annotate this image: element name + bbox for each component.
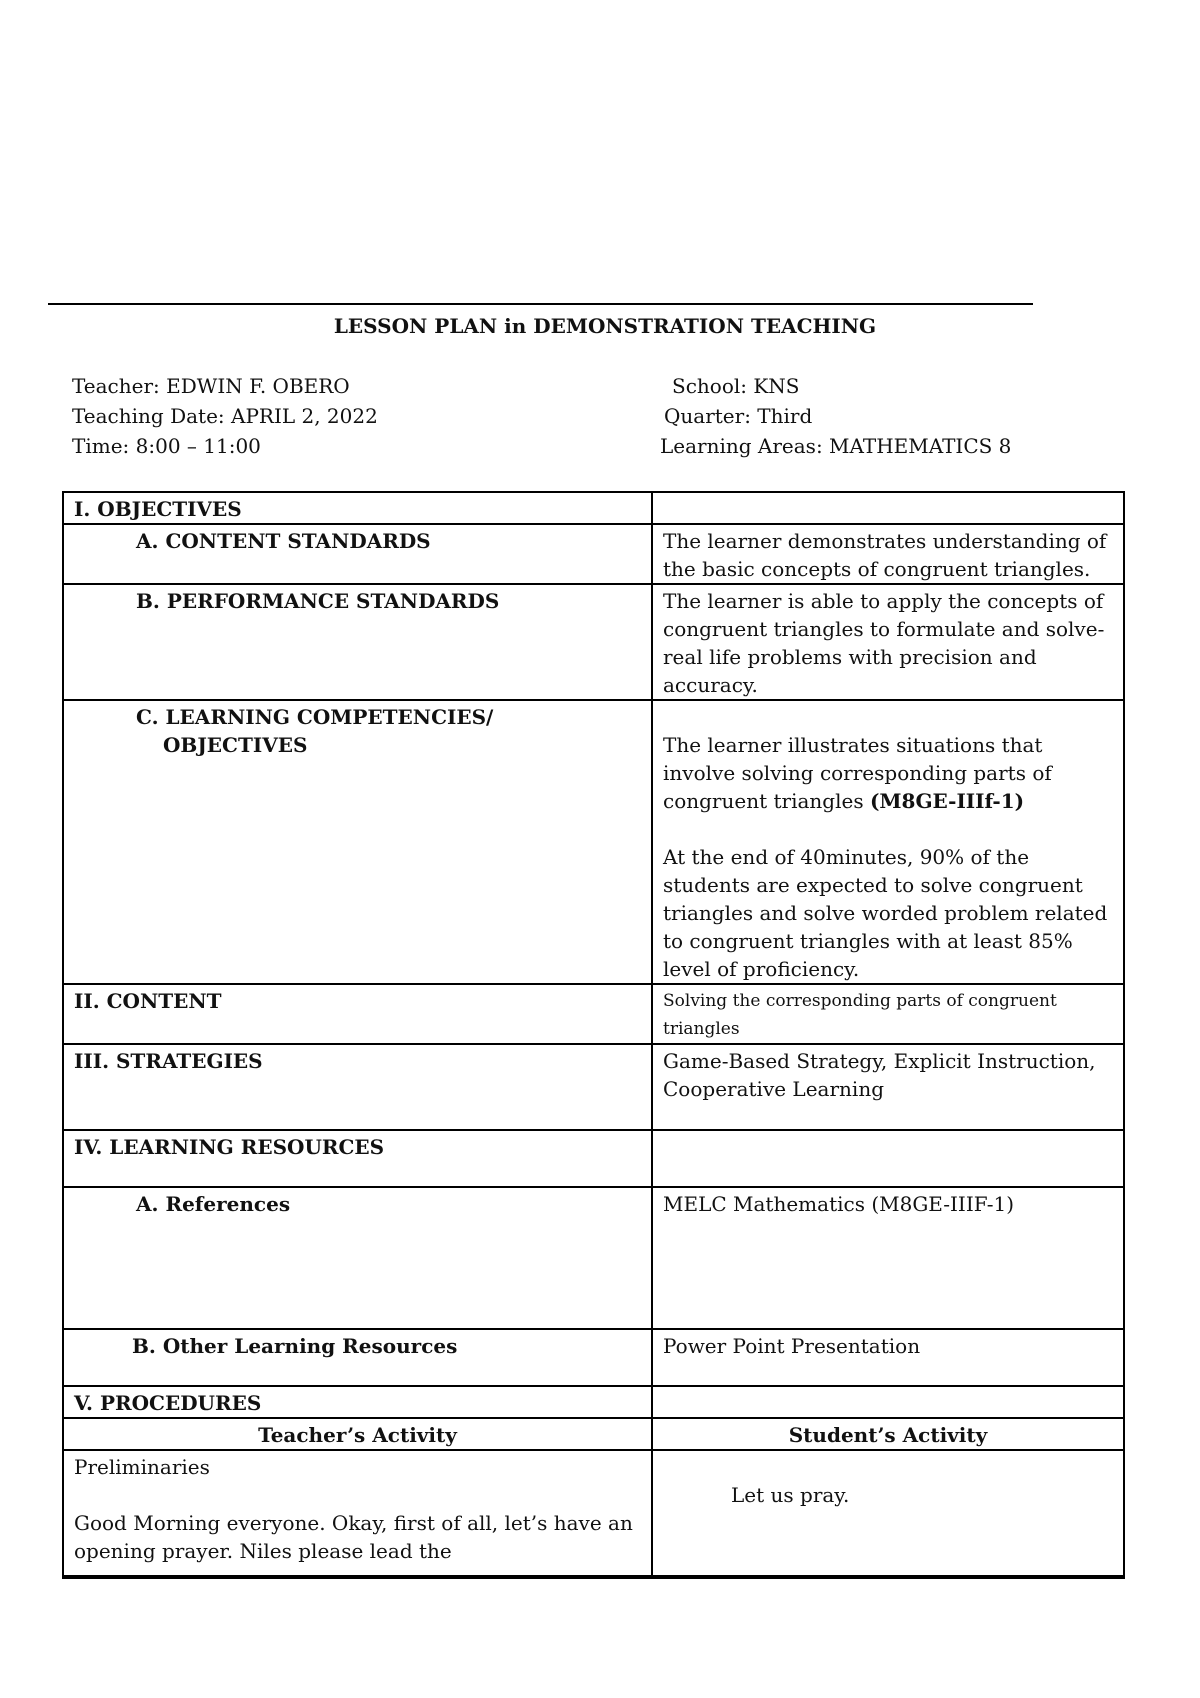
learning-competencies-label-line1: C. LEARNING COMPETENCIES/ [136, 705, 494, 729]
teacher-activity-text: Good Morning everyone. Okay, first of all, let’s have an opening prayer. Niles please lead the [74, 1511, 633, 1563]
content-standards-value: The learner demonstrates understanding of the basic concepts of congruent triangles. [652, 524, 1124, 584]
header-rule [48, 303, 1033, 305]
references-value: MELC Mathematics (M8GE-IIIF-1) [652, 1187, 1124, 1329]
lesson-info-left [72, 371, 378, 461]
other-resources-label: B. Other Learning Resources [63, 1329, 652, 1386]
table-row [63, 700, 1124, 984]
lesson-info-right [660, 371, 1011, 461]
references-label: A. References [63, 1187, 652, 1329]
table-row [63, 1418, 1124, 1450]
teacher-activity-header: Teacher’s Activity [63, 1418, 652, 1450]
performance-standards-value: The learner is able to apply the concepts of congruent triangles to formulate and solve-real life problems with precision and accuracy. [652, 584, 1124, 700]
content-heading: II. CONTENT [63, 984, 652, 1044]
procedures-heading: V. PROCEDURES [63, 1386, 652, 1418]
empty-cell [652, 492, 1124, 524]
school-field: School: KNS [672, 374, 800, 398]
student-activity-header: Student’s Activity [652, 1418, 1124, 1450]
student-activity-cell [652, 1450, 1124, 1577]
content-value: Solving the corresponding parts of congruent triangles [652, 984, 1124, 1044]
page-title: LESSON PLAN in DEMONSTRATION TEACHING [333, 314, 877, 338]
competencies-paragraph [663, 731, 1113, 815]
table-row [63, 1329, 1124, 1386]
empty-cell [652, 1130, 1124, 1187]
empty-cell [652, 1386, 1124, 1418]
competencies-text: The learner illustrates situations that involve solving corresponding parts of congruent triangles [663, 733, 1052, 813]
objectives-heading: I. OBJECTIVES [63, 492, 652, 524]
preliminaries-label: Preliminaries [74, 1455, 210, 1479]
competencies-code: (M8GE-IIIf-1) [869, 789, 1025, 813]
strategies-heading: III. STRATEGIES [63, 1044, 652, 1130]
table-row [63, 492, 1124, 524]
other-resources-value: Power Point Presentation [652, 1329, 1124, 1386]
teaching-date-field: Teaching Date: APRIL 2, 2022 [72, 404, 378, 428]
teacher-activity-cell [63, 1450, 652, 1577]
table-row [63, 1386, 1124, 1418]
quarter-field: Quarter: Third [664, 404, 813, 428]
student-activity-text: Let us pray. [731, 1483, 850, 1507]
table-row [63, 984, 1124, 1044]
table-row [63, 1044, 1124, 1130]
learning-areas-field: Learning Areas: MATHEMATICS 8 [660, 434, 1012, 458]
learning-competencies-label [63, 700, 652, 984]
table-row [63, 1187, 1124, 1329]
performance-standards-label: B. PERFORMANCE STANDARDS [63, 584, 652, 700]
learning-competencies-label-line2: OBJECTIVES [163, 733, 308, 757]
table-row [63, 584, 1124, 700]
teacher-field: Teacher: EDWIN F. OBERO [72, 374, 350, 398]
table-row [63, 1450, 1124, 1577]
learning-resources-heading: IV. LEARNING RESOURCES [63, 1130, 652, 1187]
strategies-value: Game-Based Strategy, Explicit Instruction, Cooperative Learning [652, 1044, 1124, 1130]
table-row [63, 524, 1124, 584]
competencies-paragraph-2: At the end of 40minutes, 90% of the students are expected to solve congruent triangles and solve worded problem related to congruent triangles with at least 85% level of proficiency. [663, 845, 1108, 981]
table-row [63, 1130, 1124, 1187]
learning-competencies-value [652, 700, 1124, 984]
lesson-plan-table [62, 491, 1125, 1579]
time-field: Time: 8:00 – 11:00 [72, 434, 261, 458]
content-standards-label: A. CONTENT STANDARDS [63, 524, 652, 584]
